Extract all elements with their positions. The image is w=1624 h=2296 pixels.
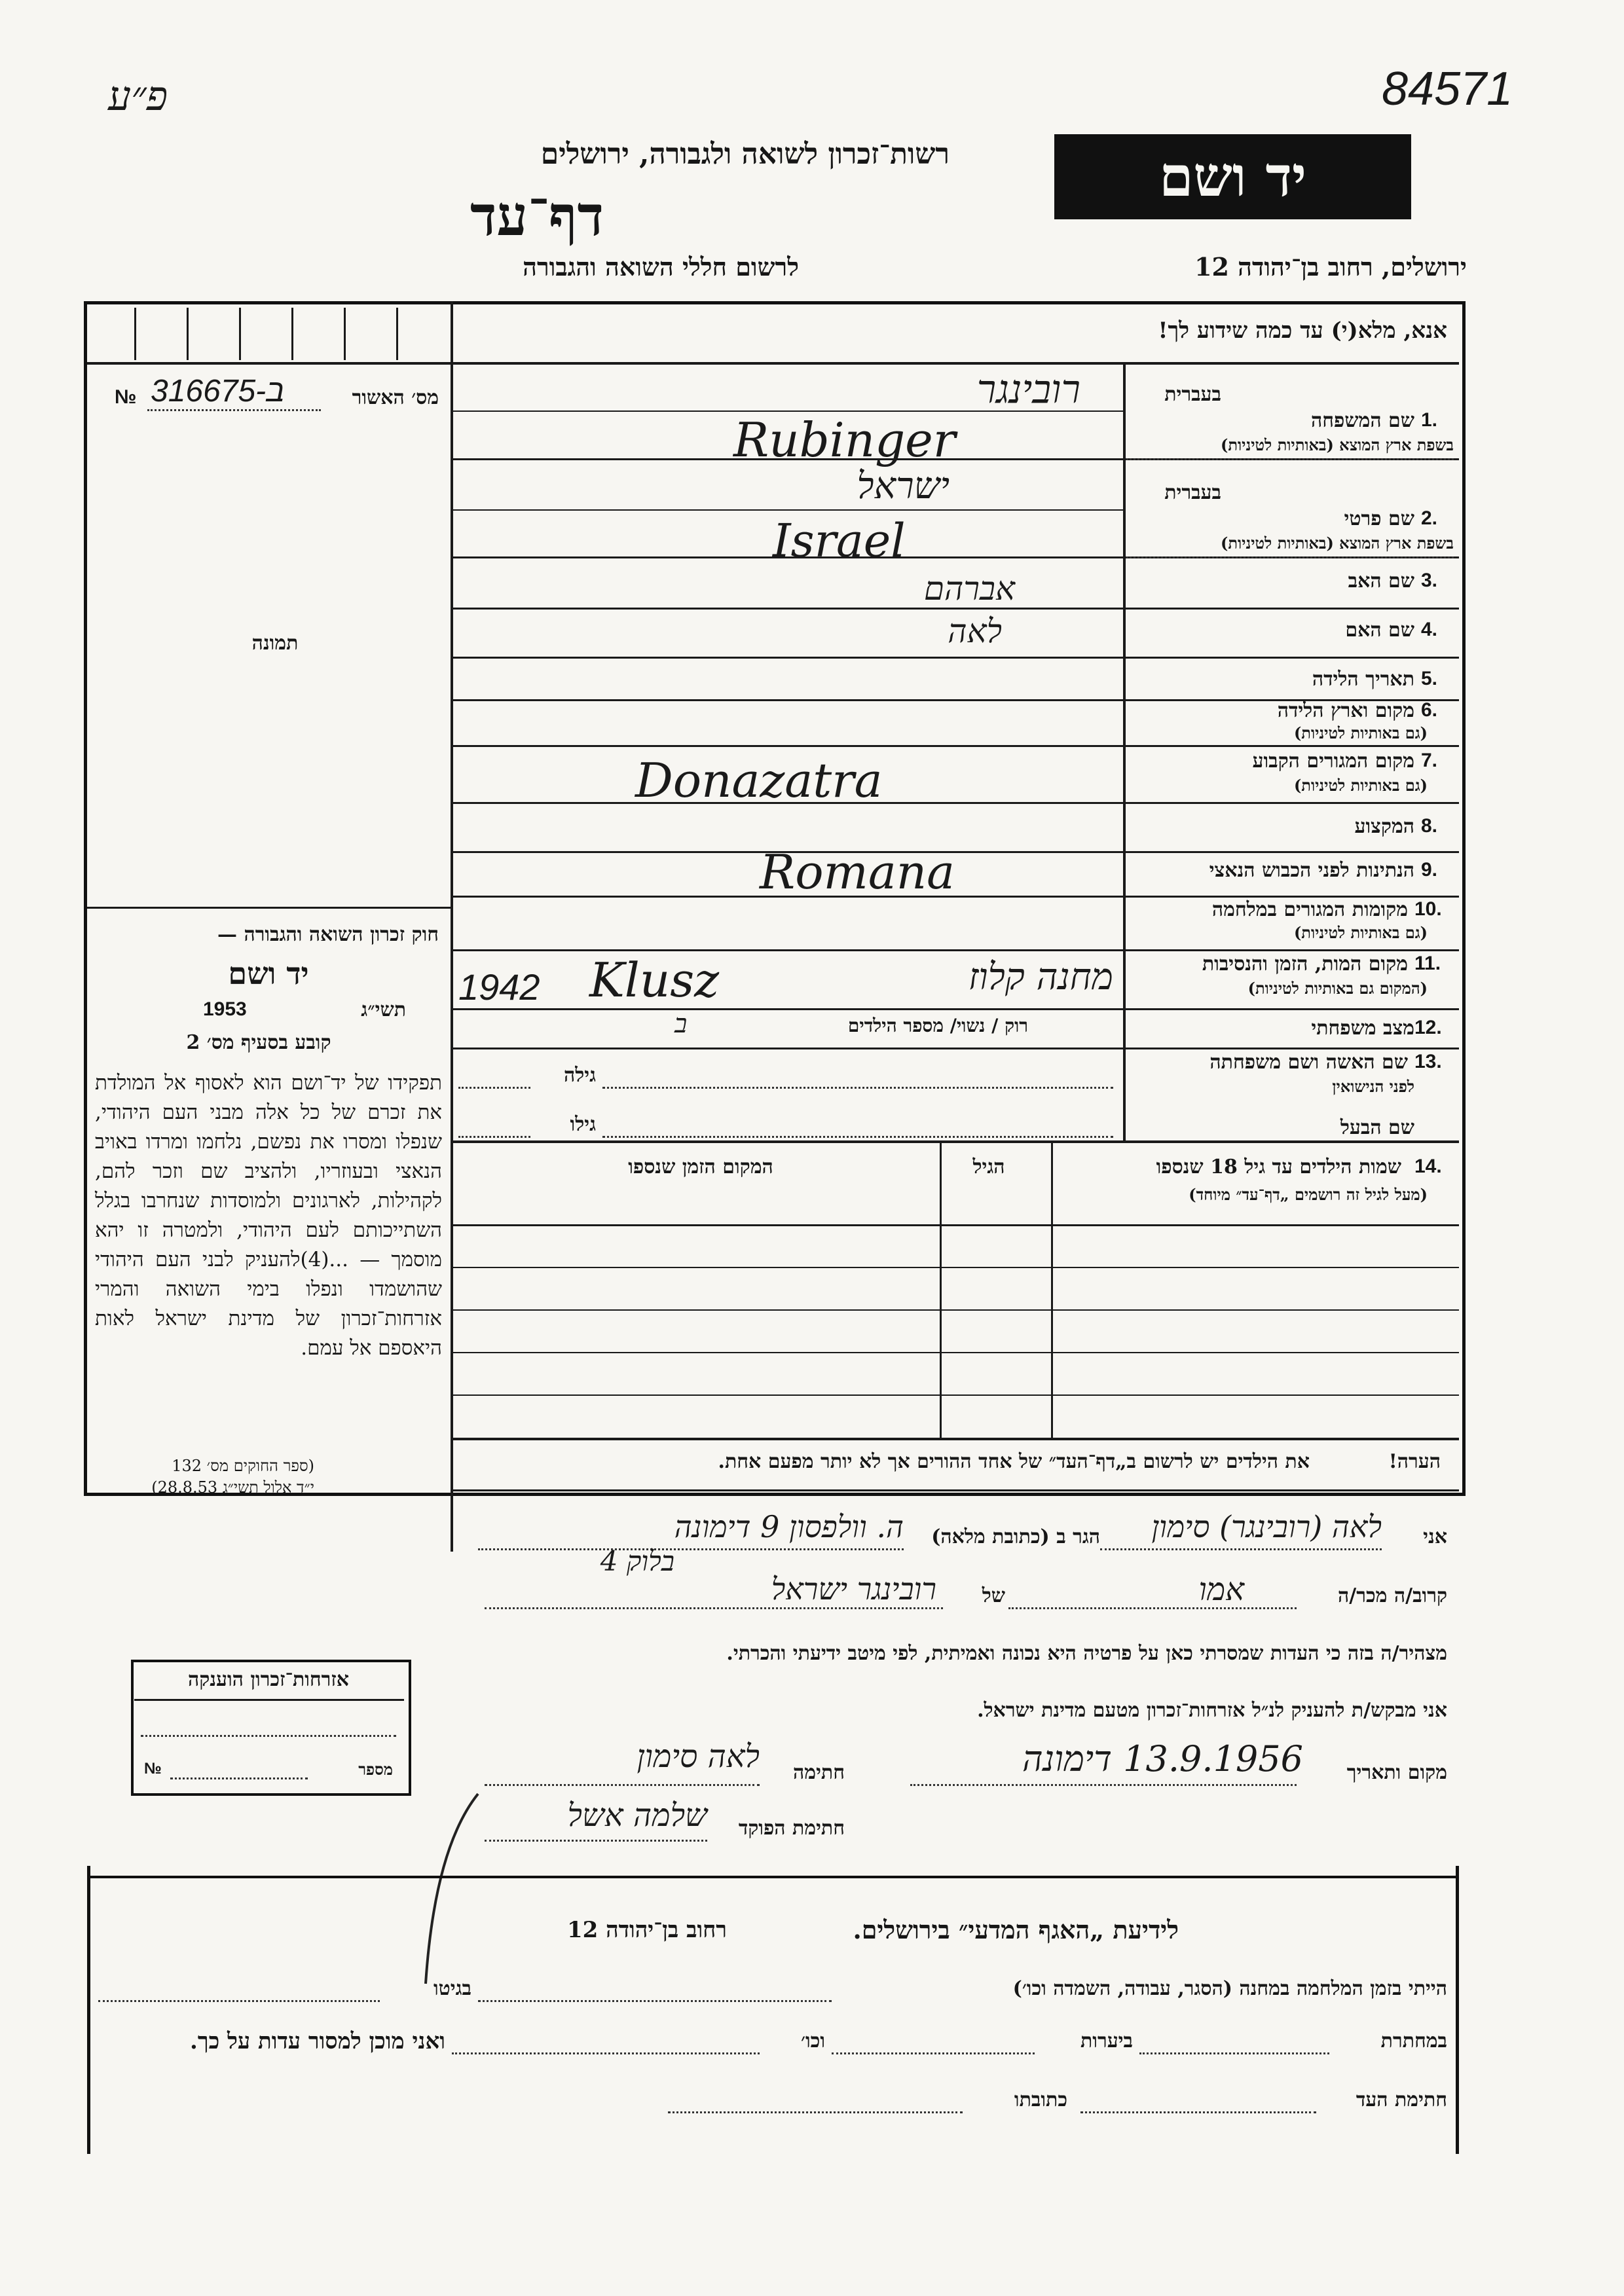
citizenship-no: № [144, 1760, 162, 1777]
law-section: קובע בסעיף מס׳ 2 [186, 1031, 331, 1054]
f11-num: 11. [1414, 953, 1441, 974]
f3-label: שם האב [1348, 570, 1414, 592]
f11-sub: (המקום גם באותיות לטיניות) [1247, 979, 1428, 998]
f2-sub: בשפת ארץ המוצא (באותיות לטיניות) [1221, 534, 1454, 553]
f1-num: 1. [1421, 409, 1438, 431]
form-subtitle: לרשום חללי השואה והגבורה [523, 252, 799, 282]
f5-num: 5. [1421, 668, 1438, 689]
note-label: הערה! [1388, 1450, 1441, 1473]
children-label: שמות הילדים עד גיל 18 שנספו [1156, 1156, 1401, 1178]
f1-value-lat: Rubinger [733, 412, 956, 467]
officer-label: חתימת הפוקד [738, 1817, 845, 1840]
declarant-address: ה. וולפסון 9 דימונה [674, 1509, 904, 1544]
officer-signature: שלמה אשל [567, 1797, 707, 1834]
f5-label: תאריך הלידה [1312, 668, 1414, 691]
f12-label: מצב משפחתי [1311, 1017, 1414, 1040]
footer-line1b: בגיטו [433, 1977, 471, 2000]
wife-age-label: גילה [563, 1064, 596, 1087]
f8-num: 8. [1421, 815, 1438, 837]
footer-line2c: וכו׳ [801, 2030, 825, 2052]
children-col-age: הגיל [972, 1156, 1005, 1178]
yad-vashem-logo: יד ושם [1054, 134, 1411, 219]
declarant-ani: אני [1423, 1525, 1447, 1548]
pen-stroke [406, 1787, 498, 1997]
law-title: חוק זכרון השואה והגבורה — [217, 923, 439, 946]
declaration-text: מצהיר/ה בזה כי העדות שמסרתי כאן על פרטיה היא נכונה ואמיתית, לפי מיטב ידיעתי והכרתי. [726, 1642, 1447, 1665]
f1-heb-tag: בעברית [1164, 383, 1221, 406]
note-text: את הילדים יש לרשום ב„דף־העד״ של אחד ההורים אך לא יותר מפעם אחת. [718, 1450, 1310, 1473]
f4-num: 4. [1421, 619, 1438, 640]
relation-label: קרוב/ה מכר/ה [1338, 1584, 1447, 1607]
f8-label: המקצוע [1354, 815, 1414, 838]
f3-num: 3. [1421, 570, 1438, 591]
f11-place: Klusz [589, 953, 720, 1008]
archive-number: 84571 [1382, 63, 1513, 115]
f11-label: מקום המות, הזמן והנסיבות [1202, 953, 1408, 975]
f10-num: 10. [1414, 898, 1442, 920]
f12-value: ב [674, 1009, 688, 1039]
f2-heb-tag: בעברית [1164, 481, 1221, 504]
f1-value-heb: רובינגר [976, 367, 1080, 412]
footer-line3b: כתובתו [1014, 2088, 1067, 2111]
law-year: 1953 [203, 998, 247, 1020]
f3-value: אברהם [923, 570, 1015, 608]
request-text: אני מבקש/ת להעניק לנ״ל אזרחות־זכרון מטעם מדינת ישראל. [977, 1699, 1447, 1722]
law-body: תפקידו של יד־ושם הוא לאסוף אל המולדת את זכרם של כל אלה מבני העם היהודי, שנפלו ומסרו את נפשם, נלחמו ומרדו באויב הנאצי ובעוזריו, ולהציב שם וזכר להם, לקהילות, לארגונים ולמוסדות שנחרבו בגלל השתייכותם לעם היהודי, ולמטרה זו יהא מוסמך — ...(4)להעניק לבני העם היהודי שהושמדו ונפלו בימי השואה והמרי אזרחות־זכרון של מדינת ישראל לאות היאספם אל עמם. [95, 1071, 442, 1360]
f11-heb: מחנה קלוז [968, 956, 1113, 998]
footer-line2b: ביערות [1080, 2030, 1133, 2052]
f7-value: Donazatra [635, 753, 883, 808]
f1-sub: בשפת ארץ המוצא (באותיות לטיניות) [1221, 435, 1454, 454]
f7-label: מקום המגורים הקבוע [1252, 750, 1414, 773]
authority-name: רשות־זכרון לשואה ולגבורה, ירושלים [540, 137, 950, 171]
footer-line3a: חתימת העד [1356, 2088, 1447, 2111]
citizenship-title: אזרחות־זכרון הוענקה [187, 1668, 350, 1691]
section-separator [87, 1876, 1459, 1878]
husband-label: שם הבעל [1340, 1116, 1414, 1139]
f4-value: לאה [948, 612, 1002, 650]
f6-num: 6. [1421, 699, 1438, 721]
f11-date: 1942 [458, 966, 540, 1008]
f7-sub: (גם באותיות לטיניות) [1293, 776, 1428, 795]
f9-num: 9. [1421, 859, 1438, 881]
f2-value-lat: Israel [773, 514, 906, 568]
f2-label: שם פרטי [1344, 507, 1414, 530]
institution-address: ירושלים, רחוב בן־יהודה 12 [1194, 252, 1467, 282]
declarant-relation: אמו [1198, 1571, 1244, 1608]
approval-number: 316675-ב [151, 374, 285, 409]
corner-mark: פ״ע [108, 72, 168, 120]
f2-num: 2. [1421, 507, 1438, 529]
photo-label: תמונה [251, 632, 299, 655]
law-ref2: י״ד אלול תשי״ג 28.8.53) [151, 1478, 314, 1497]
children-num: 14. [1414, 1156, 1442, 1177]
f9-value: Romana [760, 845, 955, 900]
declarant-signature: לאה סימון [637, 1738, 760, 1775]
declarant-name: לאה (רובינגר) סימון [1151, 1509, 1382, 1544]
f2-value-heb: ישראל [857, 465, 950, 507]
f4-label: שם האם [1345, 619, 1414, 642]
place-date: 13.9.1956 דימונה [1022, 1738, 1303, 1779]
approval-no-mark: № [115, 386, 137, 408]
declarant-block: בלוק 4 [600, 1545, 674, 1577]
law-name: יד ושם [228, 956, 309, 991]
f13-num: 13. [1414, 1051, 1442, 1072]
approval-label: מס׳ האשור [352, 386, 439, 409]
f10-label: מקומות המגורים במלחמה [1211, 898, 1408, 921]
f13-label: שם האשה ושם משפחתה [1209, 1051, 1408, 1074]
f6-label: מקום וארץ הלידה [1277, 699, 1414, 722]
children-sub: (מעל לגיל זה רושמים „דף־עד״ מיוחד) [1189, 1185, 1428, 1204]
f1-label: שם המשפחה [1310, 409, 1414, 432]
f7-num: 7. [1421, 750, 1438, 771]
f10-sub: (גם באותיות לטיניות) [1293, 923, 1428, 942]
footer-line2d: ואני מוכן למסור עדות על כך. [190, 2028, 445, 2054]
f13-sub: לפני הנישואין [1332, 1077, 1414, 1096]
f6-sub: (גם באותיות לטיניות) [1293, 723, 1428, 742]
form-title: דף־עד [470, 183, 604, 248]
husband-age-label: גילו [570, 1113, 596, 1136]
f9-label: הנתינות לפני הכבוש הנאצי [1209, 859, 1414, 882]
law-ref1: (ספר החוקים מס׳ 132 [172, 1457, 314, 1475]
f12-options: רוק / נשוי/ מספר הילדים [847, 1015, 1028, 1036]
signature-label: חתימה [793, 1761, 845, 1784]
declarant-of-name: רובינגר ישראל [771, 1571, 936, 1607]
citizenship-number-label: מספר [358, 1760, 393, 1779]
instructions: אנא, מלא(י) עד כמה שידוע לך! [1158, 318, 1447, 344]
footer-line1a: הייתי בזמן המלחמה במחנה (הסגר, עבודה, השמדה וכו׳) [1012, 1977, 1447, 2000]
footer-address: רחוב בן־יהודה 12 [566, 1917, 727, 1943]
law-year-heb: תשי״ג [361, 998, 406, 1021]
place-date-label: מקום ותאריך [1346, 1761, 1447, 1784]
footer-title: לידיעת „האגף המדעי״ בירושלים. [853, 1915, 1179, 1944]
f12-num: 12. [1414, 1017, 1442, 1038]
children-col-place: המקום הזמן שנספו [628, 1156, 773, 1178]
resides-label: הגר ב (כתובת מלאה) [931, 1525, 1100, 1548]
of-label: של [982, 1584, 1005, 1607]
footer-line2a: במחתרת [1380, 2030, 1447, 2052]
